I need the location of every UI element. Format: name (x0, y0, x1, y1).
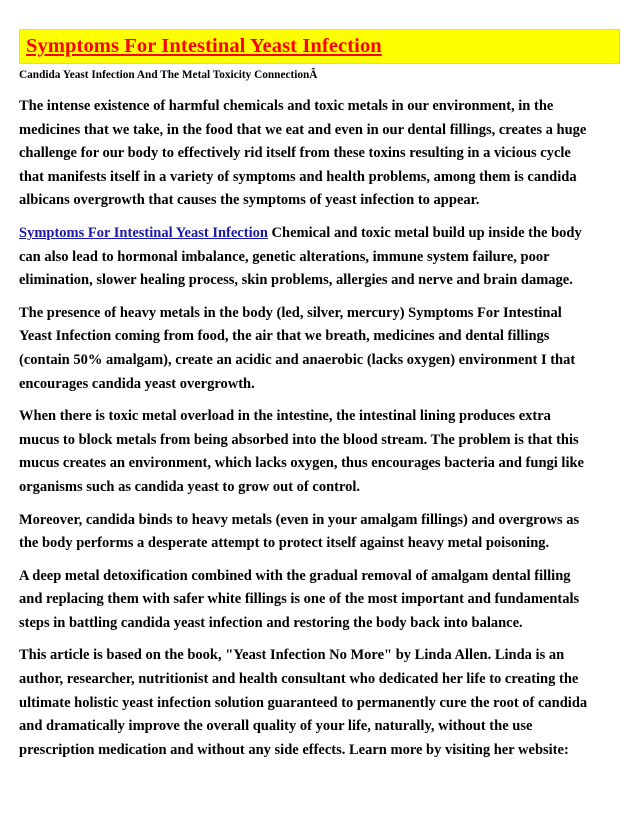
subtitle: Candida Yeast Infection And The Metal Toxicity ConnectionÂ (19, 69, 318, 81)
paragraph (19, 644, 620, 762)
paragraph-line: that manifests itself in a variety of symptoms and health problems, among them is candida (19, 168, 577, 185)
paragraph-line: challenge for our body to effectively rid itself from these toxins resulting in a vicious cycle (19, 145, 571, 162)
paragraph-line: the body performs a desperate attempt to protect itself against heavy metal poisoning. (19, 535, 550, 552)
paragraph (19, 95, 620, 213)
paragraph-line: elimination, slower healing process, skin problems, allergies and nerve and brain damage. (19, 272, 573, 289)
paragraph-line: organisms such as candida yeast to grow out of control. (19, 478, 361, 495)
paragraph-line: ultimate holistic yeast infection solution guaranteed to permanently cure the root of candida (19, 694, 588, 711)
article-body (19, 95, 620, 762)
paragraph-line: medicines that we take, in the food that we eat and even in our dental fillings, creates a huge (19, 121, 587, 138)
paragraph (19, 405, 620, 499)
paragraph-line: When there is toxic metal overload in the intestine, the intestinal lining produces extra (19, 408, 551, 425)
paragraph-line: steps in battling candida yeast infection and restoring the body back into balance. (19, 614, 523, 631)
paragraph (19, 565, 620, 636)
paragraph-line: This article is based on the book, "Yeast Infection No More" by Linda Allen. Linda is an (19, 647, 565, 664)
paragraph-line: Yeast Infection coming from food, the air that we breath, medicines and dental fillings (19, 328, 550, 345)
inline-link[interactable]: Symptoms For Intestinal Yeast Infection (19, 224, 268, 241)
paragraph-line: prescription medication and without any side effects. Learn more by visiting her website: (19, 741, 569, 758)
title-link[interactable]: Symptoms For Intestinal Yeast Infection (26, 35, 382, 57)
document-page (19, 29, 620, 762)
paragraph-line: The intense existence of harmful chemicals and toxic metals in our environment, in the (19, 98, 554, 114)
paragraph (19, 509, 620, 556)
paragraph (19, 222, 620, 293)
paragraph-line: The presence of heavy metals in the body (led, silver, mercury) Symptoms For Intestinal (19, 304, 562, 321)
paragraph (19, 302, 620, 396)
paragraph-line: mucus to block metals from being absorbed into the blood stream. The problem is that this (19, 431, 579, 448)
paragraph-line: A deep metal detoxification combined with the gradual removal of amalgam dental filling (19, 567, 571, 584)
paragraph-line: (contain 50% amalgam), create an acidic and anaerobic (lacks oxygen) environment I that (19, 351, 576, 368)
paragraph-text: Chemical and toxic metal build up inside the body (267, 224, 582, 241)
paragraph-line: mucus creates an environment, which lacks oxygen, thus encourages bacteria and fungi like (19, 455, 584, 472)
paragraph-line: and dramatically improve the overall quality of your life, naturally, without the use (19, 718, 533, 735)
paragraph-line: Moreover, candida binds to heavy metals (even in your amalgam fillings) and overgrows as (19, 511, 580, 528)
paragraph-line: can also lead to hormonal imbalance, genetic alterations, immune system failure, poor (19, 248, 550, 265)
paragraph-line: albicans overgrowth that causes the symptoms of yeast infection to appear. (19, 192, 480, 209)
paragraph-line: and replacing them with safer white fillings is one of the most important and fundamentals (19, 591, 580, 608)
title-banner (19, 29, 620, 64)
paragraph-line: encourages candida yeast overgrowth. (19, 375, 255, 392)
paragraph-line: author, researcher, nutritionist and health consultant who dedicated her life to creating the (19, 671, 579, 688)
